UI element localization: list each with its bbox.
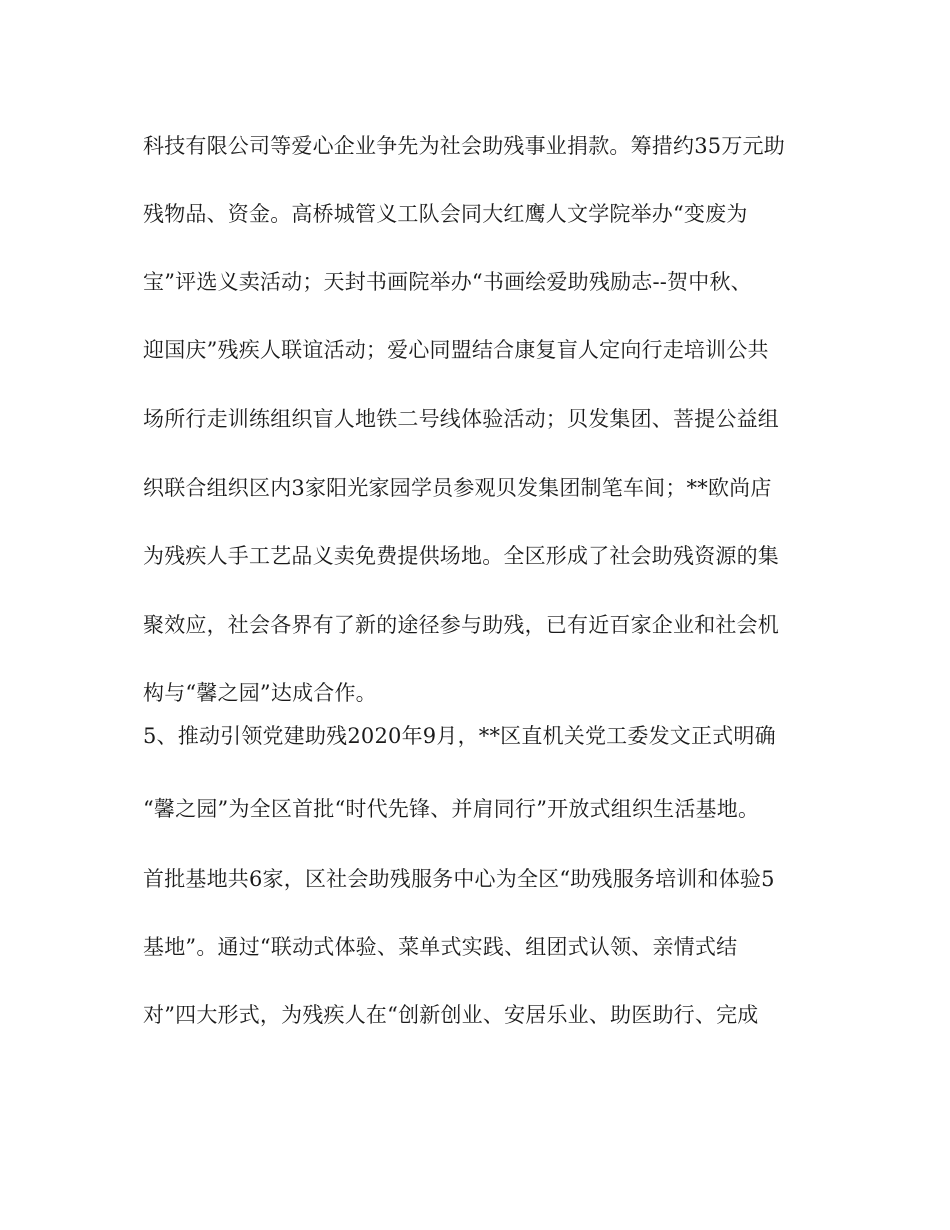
text-line-1: 科技有限公司等爱心企业争先为社会助残事业捐款。筹措约35万元助 <box>143 134 785 158</box>
text-line-3: 宝”评选义卖活动；天封书画院举办“书画绘爱助残励志--贺中秋、 <box>143 270 752 294</box>
text-line-13: 基地”。通过“联动式体验、菜单式实践、组团式认领、亲情式结 <box>143 935 738 959</box>
text-line-9: 构与“馨之园”达成合作。 <box>143 681 377 705</box>
text-line-10: 5、推动引领党建助残2020年9月，**区直机关党工委发文正式明确 <box>143 724 776 748</box>
text-line-2: 残物品、资金。高桥城管义工队会同大红鹰人文学院举办“变废为 <box>143 202 748 226</box>
text-line-4: 迎国庆”残疾人联谊活动；爱心同盟结合康复盲人定向行走培训公共 <box>143 338 769 362</box>
text-line-7: 为残疾人手工艺品义卖免费提供场地。全区形成了社会助残资源的集 <box>143 544 779 568</box>
text-line-5: 场所行走训练组织盲人地铁二号线体验活动；贝发集团、菩提公益组 <box>143 407 779 431</box>
text-line-11: “馨之园”为全区首批“时代先锋、并肩同行”开放式组织生活基地。 <box>143 797 760 821</box>
text-line-12: 首批基地共6家，区社会助残服务中心为全区“助残服务培训和体验5 <box>143 867 775 891</box>
text-line-14: 对”四大形式，为残疾人在“创新创业、安居乐业、助医助行、完成 <box>143 1003 759 1027</box>
text-line-6: 织联合组织区内3家阳光家园学员参观贝发集团制笔车间；**欧尚店 <box>143 476 772 500</box>
text-line-8: 聚效应，社会各界有了新的途径参与助残，已有近百家企业和社会机 <box>143 613 779 637</box>
